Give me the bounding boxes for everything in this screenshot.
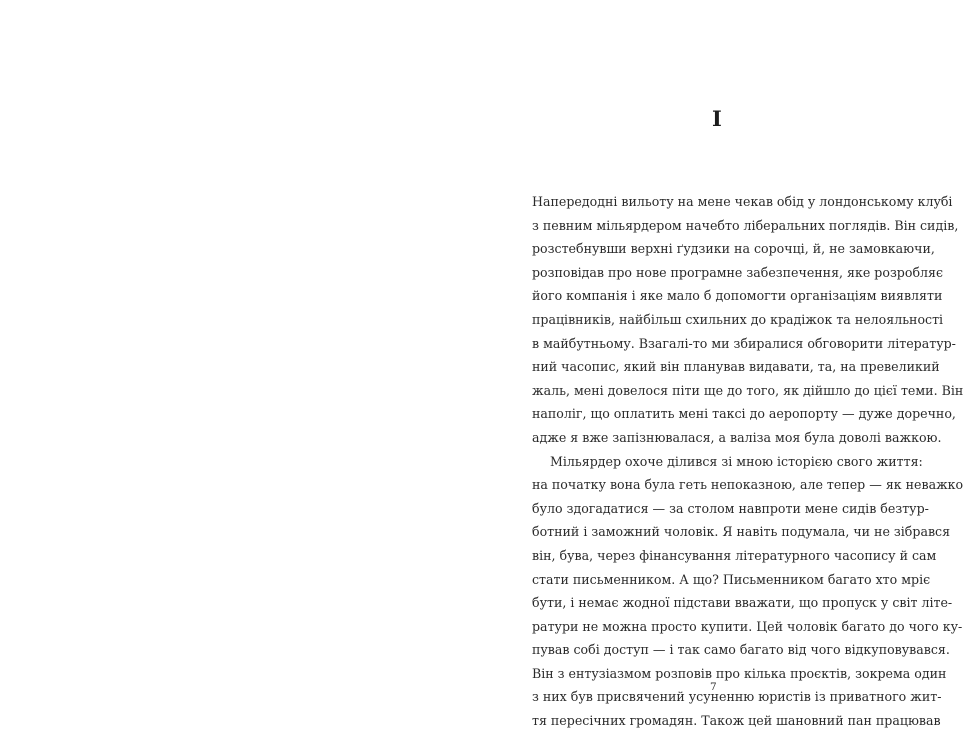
text-line: бути, і немає жодної підстави вважати, що пропуск у світ літе- [532,595,953,611]
text-line: стати письменником. А що? Письменником багато хто мріє [532,571,931,587]
text-line: Він з ентузіазмом розповів про кілька проєктів, зокрема один [532,665,947,681]
chapter-number: I [712,106,722,131]
text-line: розстебнувши верхні ґудзики на сорочці, й, не замовкаючи, [532,241,935,257]
text-line: наполіг, що оплатить мені таксі до аеропорту — дуже доречно, [532,406,956,422]
text-line: працівників, найбільш схильних до крадіжок та нелояльності [532,311,944,327]
text-line: Мільярдер охоче ділився зі мною історією свого життя: [550,453,923,469]
right-page [462,0,963,729]
left-page-blank [0,0,462,719]
text-line: з певним мільярдером начебто ліберальних поглядів. Він сидів, [532,217,959,233]
text-line: тя пересічних громадян. Також цей шановний пан працював [532,713,941,729]
body-text [532,190,963,733]
text-line: його компанія і яке мало б допомогти організаціям виявляти [532,288,943,304]
text-line: в майбутньому. Взагалі-то ми збиралися обговорити літератур- [532,335,956,351]
text-line: розповідав про нове програмне забезпечення, яке розробляє [532,264,944,280]
text-line: ний часопис, який він планував видавати, та, на превеликий [532,359,940,375]
text-line: він, бува, через фінансування літературного часопису й сам [532,547,937,563]
text-line: ботний і заможний чоловік. Я навіть подумала, чи не зібрався [532,524,951,540]
text-line: пував собі доступ — і так само багато від чого відкуповувався. [532,642,950,658]
text-line: адже я вже запізнювалася, а валіза моя була доволі важкою. [532,429,942,445]
text-line: було здогадатися — за столом навпроти мене сидів безтур- [532,500,929,516]
text-line: з них був присвячений усуненню юристів із приватного жит- [532,689,942,705]
text-line: Напередодні вильоту на мене чекав обід у лондонському клубі [532,194,953,209]
page-number: 7 [710,681,717,693]
text-line: на початку вона була геть непоказною, але тепер — як неважко [532,477,963,493]
paragraph [532,190,963,450]
text-line: ратури не можна просто купити. Цей чоловік багато до чого ку- [532,618,963,634]
text-line: жаль, мені довелося піти ще до того, як дійшло до цієї теми. Він [532,382,963,398]
